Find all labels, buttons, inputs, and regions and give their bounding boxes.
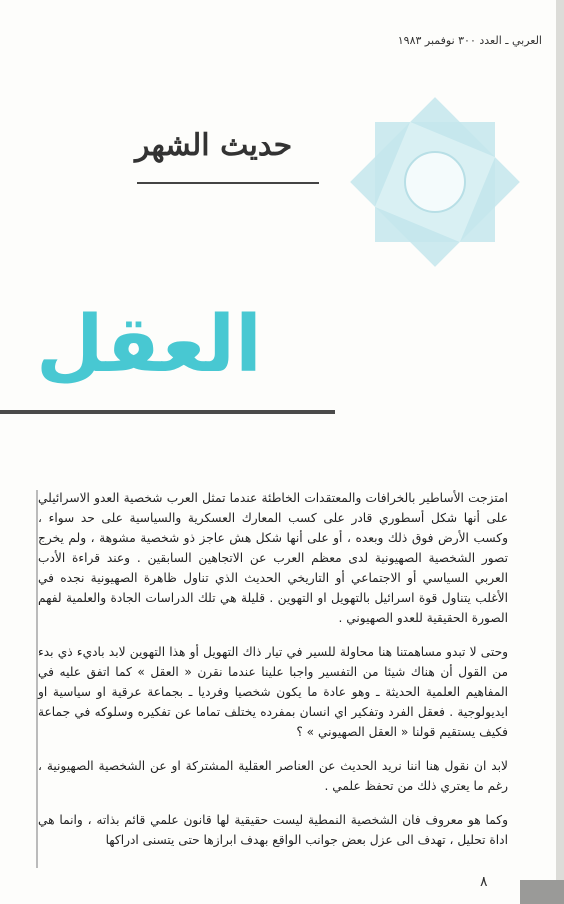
paragraph: وحتى لا تبدو مساهمتنا هنا محاولة للسير في تيار ذاك التهويل أو هذا التهوين لابد باديء ذي بدء من القول أن هناك شيئا من التفسير واجبا علينا عندما نقرن « العقل » كما اتفق عليه في المفاهيم العلمية الحديثة ـ وهو عادة ما يكون شخصيا وفرديا ـ بجماعة عرقية او سياسية او ايديولوجية . فعقل الفرد وتفكير اي انسان بمفرده يختلف تماما عن تفكيره وسلوكه في جماعة فكيف يستقيم قولنا « العقل الصهيوني » ؟ — [38, 645, 508, 739]
star-ornament-icon — [345, 95, 525, 270]
column-title-rule — [137, 182, 319, 184]
title-rule — [0, 410, 335, 414]
column-title: حديث الشهر — [135, 128, 293, 163]
paragraph: امتزجت الأساطير بالخرافات والمعتقدات الخاطئة عندما تمثل العرب شخصية العدو الاسرائيلي على أنها شكل أسطوري قادر على كسب المعارك العسكرية والسياسية على حد سواء ، وكسب الأرض فوق ذلك وبعده ، أو على أنها شكل هش عاجز ذو شخصية مشوهة ، ولم يخرج تصور الشخصية الصهيونية لدى معظم العرب عن الاتجاهين السابقين . وعند قراءة الأدب العربي السياسي أو الاجتماعي أو التاريخي الحديث الذي تناول ظاهرة الصهيونية نجده في الأغلب يتناول قوة اسرائيل بالتهويل او التهوين . قليلة هي تلك الدراسات الجادة والعلمية لفهم الصورة الحقيقية للعدو الصهيوني . — [38, 491, 508, 625]
issue-header: العربي ـ العدد ٣٠٠ نوفمبر ١٩٨٣ — [397, 34, 542, 47]
page-number: ٨ — [480, 874, 488, 890]
article-title: العقل — [36, 300, 262, 390]
article-body — [38, 488, 508, 864]
paragraph: وكما هو معروف فان الشخصية النمطية ليست حقيقية لها قانون علمي قائم بذاته ، وانما هي اداة تحليل ، تهدف الى عزل بعض جوانب الواقع بهدف ابرازها حتى يتسنى ادراكها — [38, 813, 508, 847]
page-edge-shadow — [556, 0, 564, 904]
paragraph: لابد ان نقول هنا اننا نريد الحديث عن العناصر العقلية المشتركة او عن الشخصية الصهيونية ، رغم ما يعتري ذلك من تحفظ علمي . — [38, 759, 508, 793]
scan-edge-strip — [520, 880, 564, 904]
